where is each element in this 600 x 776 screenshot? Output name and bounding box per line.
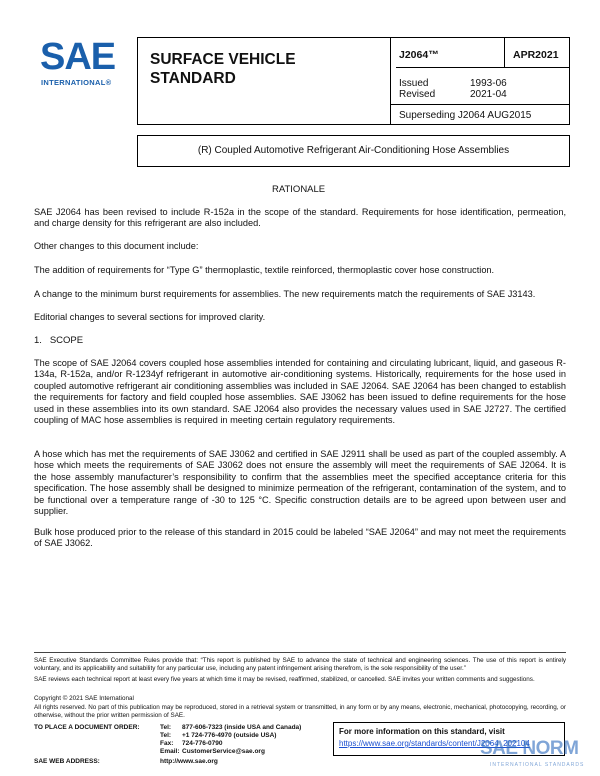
logo-brand: SAE — [40, 36, 116, 78]
rationale-paragraph: A change to the minimum burst requirements for assemblies. The new requirements match the requirements of SAE J3143. — [34, 289, 536, 299]
footer-note: All rights reserved. No part of this publication may be reproduced, stored in a retrieval system or transmitted, in any form or by any means, electronic, mechanical, photocopying, recording, or otherwise, without the prior written permission of SAE. — [34, 704, 566, 719]
scope-paragraph: Bulk hose produced prior to the release of this standard in 2015 could be labeled “SAE J2064” and may not meet the requirements of SAE J3062. — [34, 527, 566, 549]
document-date: APR2021 — [505, 37, 570, 68]
more-info-link[interactable]: https://www.sae.org/standards/content/J2064_202104 — [339, 739, 530, 748]
header-divider — [390, 37, 391, 125]
issued-value: 1993-06 — [470, 78, 507, 89]
scope-paragraph: The scope of SAE J2064 covers coupled hose assemblies intended for containing and circulating lubricant, liquid, and gaseous R-134a, R-152a, and/or R-1234yf refrigerant in automotive air-conditioning systems. Historically, requirements for the hose used in coupled automotive refrigerant air conditioning assemblies was included in SAE J2064. SAE J2064 has been changed to establish the requirements for factory and field coupled hose assemblies. SAE J3062 has been issued to define requirements for the hose used in these assemblies into its own standard. SAE J2064 also provides the necessary values used in SAE J2727. The certified coupling of MAC hose assemblies is required in meeting certain regulatory requirements. — [34, 358, 566, 426]
tel-value: 877-606-7323 (inside USA and Canada) — [182, 724, 302, 731]
footer-note: SAE Executive Standards Committee Rules provide that: “This report is published by SAE to advance the state of technical and engineering sciences. The use of this report is entirely voluntary, and its applicability and suitability for any particular use, including any patent infringement arising therefrom, is the sole responsibility of the user.” — [34, 657, 566, 672]
scope-paragraph: A hose which has met the requirements of SAE J3062 and certified in SAE J2911 shall be used as part of the coupled assembly. A hose which meets the requirements of SAE J3062 does not ensure the assembly will meet the requirements of SAE J2064. It is the hose assembly manufacturer’s responsibility to confirm that the assemblies meet the specified acceptance criteria for this specification. The hose assembly shall be designed to minimize permeation of the refrigerant, contamination of the system, and to be functional over a temperature range of -30 to 125 °C. Specific construction details are to be agreed upon between user and supplier. — [34, 449, 566, 517]
tel2-label: Tel: — [160, 732, 172, 739]
tel-label: Tel: — [160, 724, 172, 731]
document-number: J2064™ — [396, 37, 505, 68]
rationale-paragraph: SAE J2064 has been revised to include R-152a in the scope of the standard. Requirements for hose identification, permeation, and charge density for this refrigerant are also included. — [34, 207, 566, 229]
email-label: Email: — [160, 748, 180, 755]
scope-heading: 1. SCOPE — [34, 335, 84, 346]
revised-value: 2021-04 — [470, 89, 507, 100]
document-title: (R) Coupled Automotive Refrigerant Air-Conditioning Hose Assemblies — [137, 135, 570, 167]
more-info-title: For more information on this standard, visit — [339, 727, 505, 736]
footer-rule — [34, 652, 566, 653]
rationale-paragraph: Other changes to this document include: — [34, 241, 199, 251]
footer-note: SAE reviews each technical report at least every five years at which time it may be revised, reaffirmed, stabilized, or cancelled. SAE invites your written comments and suggestions. — [34, 676, 535, 683]
order-label: TO PLACE A DOCUMENT ORDER: — [34, 724, 140, 731]
copyright-line: Copyright © 2021 SAE International — [34, 695, 134, 702]
fax-label: Fax: — [160, 740, 174, 747]
superseding-text: Superseding J2064 AUG2015 — [399, 110, 532, 121]
email-link[interactable]: CustomerService@sae.org — [182, 748, 265, 755]
web-label: SAE WEB ADDRESS: — [34, 758, 100, 765]
logo-subtext: INTERNATIONAL® — [41, 78, 112, 87]
watermark-subtext: INTERNATIONAL STANDARDS — [490, 762, 585, 768]
sae-logo — [40, 38, 122, 88]
fax-value: 724-776-0790 — [182, 740, 223, 747]
rationale-paragraph: The addition of requirements for “Type G” thermoplastic, textile reinforced, thermoplastic cover hose construction. — [34, 265, 495, 275]
document-type-title: SURFACE VEHICLE STANDARD — [150, 51, 296, 87]
superseding-divider — [391, 104, 570, 105]
tel2-value: +1 724-776-4970 (outside USA) — [182, 732, 277, 739]
revised-label: Revised — [399, 89, 436, 100]
sae-norm-watermark — [480, 738, 590, 772]
issued-label: Issued — [399, 78, 429, 89]
web-link[interactable]: http://www.sae.org — [160, 758, 218, 765]
rationale-heading: RATIONALE — [272, 184, 326, 195]
watermark-text: SAE NORM — [480, 738, 579, 759]
rationale-paragraph: Editorial changes to several sections for improved clarity. — [34, 312, 266, 322]
